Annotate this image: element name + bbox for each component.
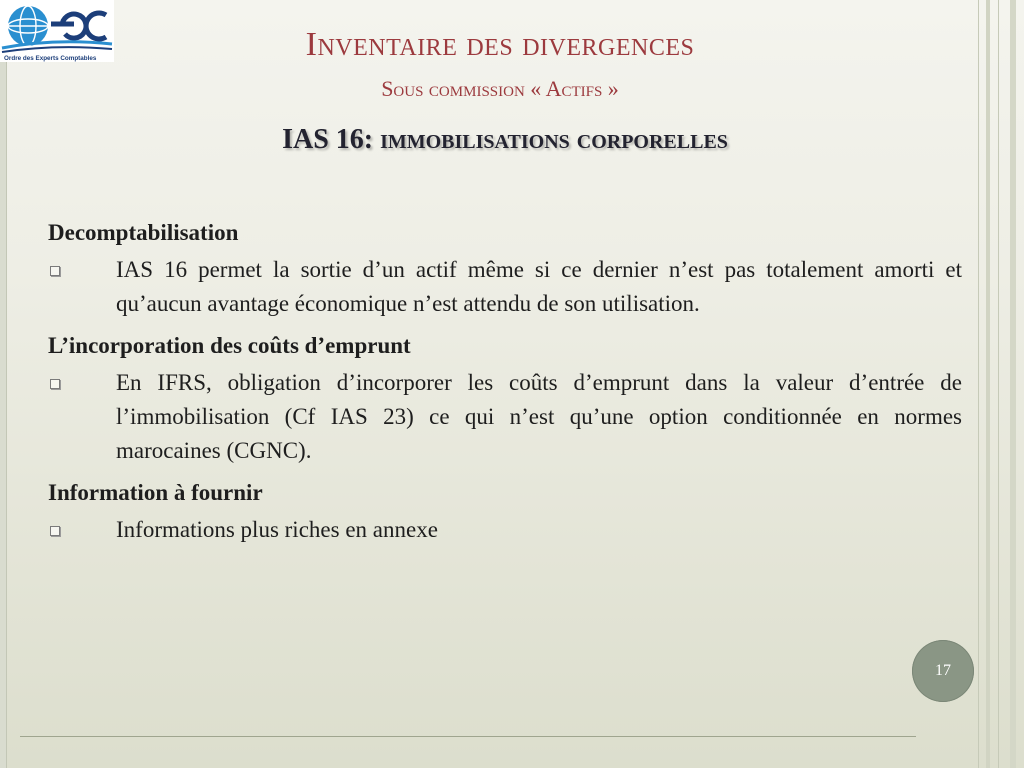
right-border-line (986, 0, 990, 768)
right-border-line (978, 0, 979, 768)
section-title-decomptabilisation: Decomptabilisation (48, 220, 239, 245)
bullet-text: Informations plus riches en annexe (116, 517, 438, 542)
bullet-item (48, 366, 962, 468)
bullet-item (48, 253, 962, 321)
footer-divider (20, 736, 916, 737)
right-border-line (998, 0, 999, 768)
slide-content (48, 216, 962, 555)
logo-caption: Ordre des Experts Comptables (4, 55, 97, 62)
slide-subtitle: Sous commission « Actifs » (381, 76, 619, 101)
bullet-item (48, 513, 962, 547)
bullet-text: En IFRS, obligation d’incorporer les coûts d’emprunt dans la valeur d’entrée de l’immobilisation (Cf IAS 23) ce qui n’est qu’une option conditionnée en normes marocaines (CGNC). (116, 370, 962, 463)
section-title-information: Information à fournir (48, 480, 263, 505)
section-title-incorporation: L’incorporation des coûts d’emprunt (48, 333, 411, 358)
slide-title: Inventaire des divergences (305, 26, 695, 63)
square-bullet-icon (50, 526, 60, 536)
square-bullet-icon (50, 266, 60, 276)
left-border (0, 0, 7, 768)
slide-heading: IAS 16: immobilisations corporelles (282, 124, 728, 155)
right-border-line (1010, 0, 1016, 768)
square-bullet-icon (50, 379, 60, 389)
page-number-badge: 17 (912, 640, 974, 702)
bullet-text: IAS 16 permet la sortie d’un actif même si ce dernier n’est pas totalement amorti et qu’aucun avantage économique n’est attendu de son utilisation. (116, 257, 962, 316)
